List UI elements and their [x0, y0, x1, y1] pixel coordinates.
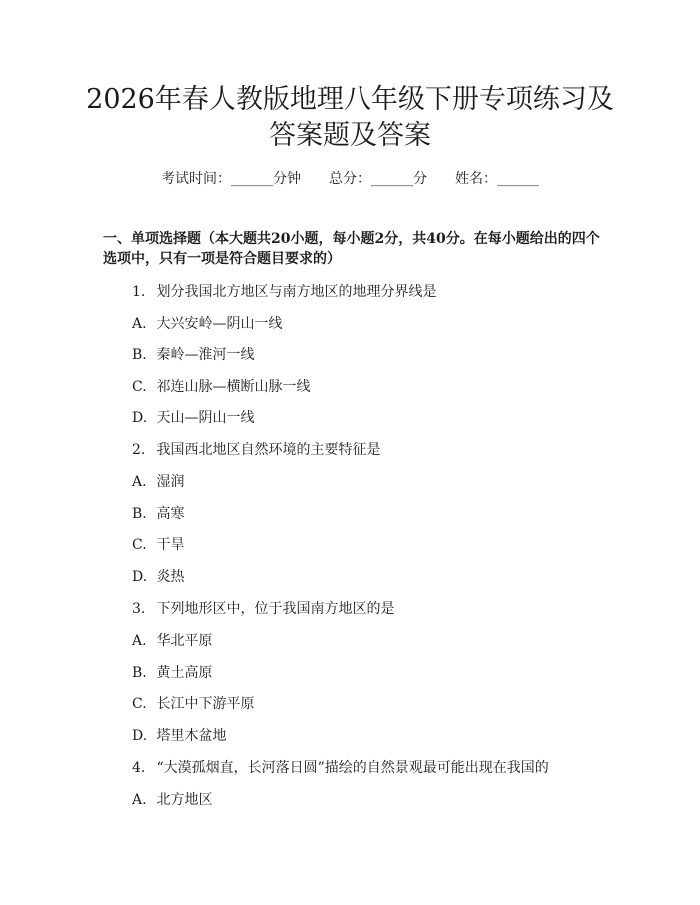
- question-stem: [132, 283, 436, 301]
- page-title-line-1: 2026年春人教版地理八年级下册专项练习及: [86, 84, 614, 115]
- question-text: 划分我国北方地区与南方地区的地理分界线是: [156, 284, 437, 300]
- option-text: 天山—阴山一线: [156, 410, 255, 426]
- option-text: 秦岭—淮河一线: [156, 347, 255, 363]
- option-label: D.: [132, 728, 148, 744]
- option-item: [132, 409, 254, 427]
- option-item: [132, 536, 184, 554]
- question-number: 4.: [132, 760, 146, 776]
- option-label: D.: [132, 569, 148, 585]
- exam-score: 总分：______分: [329, 171, 427, 187]
- option-item: [132, 791, 212, 809]
- option-text: 黄土高原: [156, 665, 213, 681]
- question-text: 我国西北地区自然环境的主要特征是: [156, 442, 381, 458]
- page-title-line-2: 答案题及答案: [269, 120, 431, 151]
- option-text: 大兴安岭—阴山一线: [156, 316, 283, 332]
- option-label: A.: [132, 792, 147, 808]
- option-item: [132, 505, 184, 523]
- option-text: 湿润: [156, 474, 185, 490]
- option-item: [132, 727, 226, 745]
- option-label: D.: [132, 410, 148, 426]
- option-label: B.: [132, 665, 147, 681]
- question-number: 2.: [132, 442, 146, 458]
- question-stem: [132, 600, 394, 618]
- question-stem: [132, 441, 380, 459]
- exam-name: 姓名：______: [455, 171, 539, 187]
- option-item: [132, 664, 212, 682]
- option-text: 塔里木盆地: [156, 728, 227, 744]
- option-text: 高寒: [156, 506, 185, 522]
- question-stem: [132, 759, 549, 777]
- option-label: C.: [132, 696, 147, 712]
- option-text: 北方地区: [156, 792, 213, 808]
- option-item: [132, 473, 184, 491]
- exam-meta: [0, 168, 700, 188]
- question-text: 下列地形区中，位于我国南方地区的是: [156, 601, 395, 617]
- question-number: 1.: [132, 284, 146, 300]
- option-text: 干旱: [156, 537, 185, 553]
- option-item: [132, 568, 184, 586]
- option-text: 祁连山脉—横断山脉一线: [156, 379, 311, 395]
- option-label: C.: [132, 379, 147, 395]
- question-number: 3.: [132, 601, 146, 617]
- option-text: 长江中下游平原: [156, 696, 255, 712]
- option-item: [132, 378, 310, 396]
- section-heading: 一、单项选择题（本大题共20小题，每小题2分，共40分。在每小题给出的四个选项中，只有一项是符合题目要求的）: [103, 231, 600, 267]
- option-label: B.: [132, 506, 147, 522]
- option-item: [132, 695, 254, 713]
- option-item: [132, 632, 212, 650]
- option-label: A.: [132, 316, 147, 332]
- option-label: A.: [132, 633, 147, 649]
- option-label: B.: [132, 347, 147, 363]
- option-label: C.: [132, 537, 147, 553]
- option-text: 炎热: [156, 569, 185, 585]
- option-item: [132, 315, 282, 333]
- option-item: [132, 346, 254, 364]
- option-text: 华北平原: [156, 633, 213, 649]
- question-text: “大漠孤烟直，长河落日圆”描绘的自然景观最可能出现在我国的: [156, 760, 549, 776]
- exam-time: 考试时间：______分钟: [161, 171, 301, 187]
- option-label: A.: [132, 474, 147, 490]
